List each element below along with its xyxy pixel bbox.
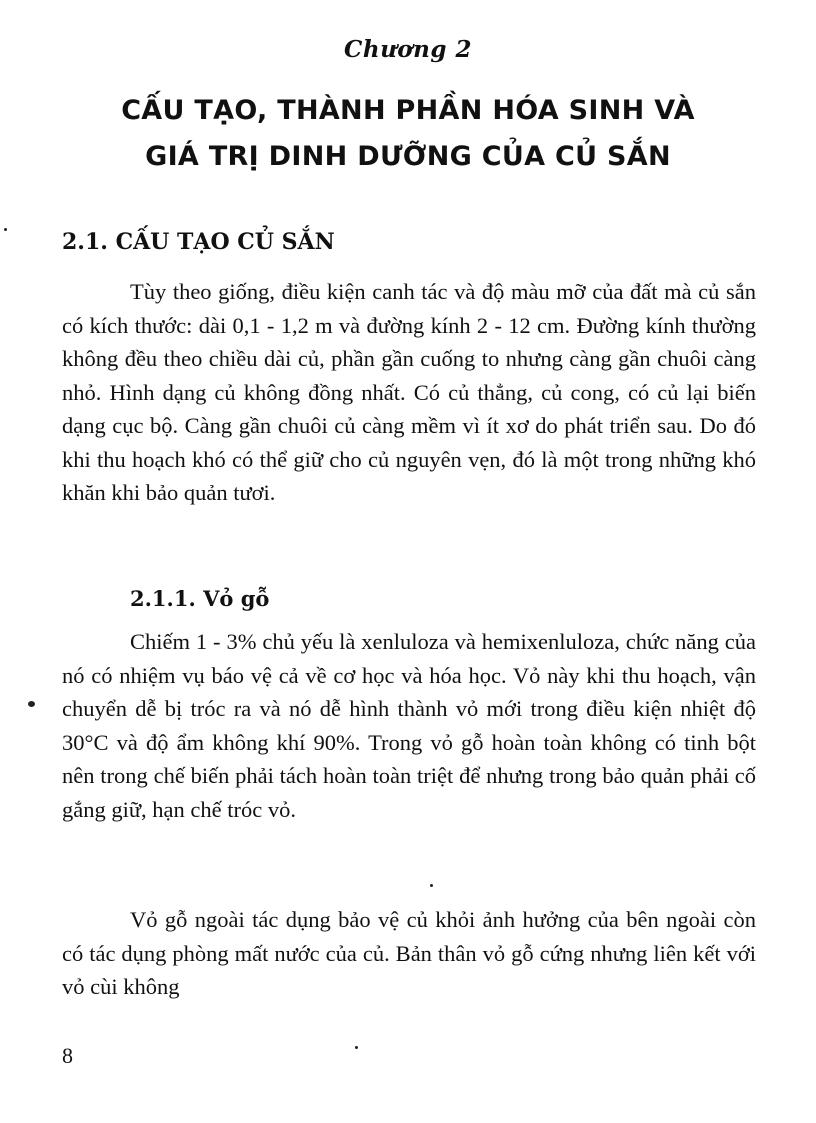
scan-speck <box>4 228 7 231</box>
subsection-heading: 2.1.1. Vỏ gỗ <box>130 586 270 611</box>
page-number: 8 <box>62 1043 73 1068</box>
chapter-label: Chương 2 <box>344 36 472 63</box>
section-heading: 2.1. CẤU TẠO CỦ SẮN <box>62 229 335 255</box>
chapter-title-line-2: GIÁ TRỊ DINH DƯỠNG CỦA CỦ SẮN <box>145 141 671 172</box>
scan-speck <box>430 884 433 887</box>
scan-speck <box>28 701 35 707</box>
subsection-paragraph-2: Vỏ gỗ ngoài tác dụng bảo vệ củ khỏi ảnh hưởng của bên ngoài còn có tác dụng phòng mất nước của củ. Bản thân vỏ gỗ cứng nhưng liên kết với vỏ cùi không <box>62 907 756 999</box>
chapter-title-line-1: CẤU TẠO, THÀNH PHẦN HÓA SINH VÀ <box>121 95 695 126</box>
scan-speck <box>355 1046 358 1049</box>
subsection-paragraph-1: Chiếm 1 - 3% chủ yếu là xenluloza và hemixenluloza, chức năng của nó có nhiệm vụ báo vệ cả về cơ học và hóa học. Vỏ này khi thu hoạch, vận chuyển dễ bị tróc ra và nó dễ hình thành vỏ mới trong điều kiện nhiệt độ 30°C và độ ẩm không khí 90%. Trong vỏ gỗ hoàn toàn không có tinh bột nên trong chế biến phải tách hoàn toàn triệt để nhưng trong bảo quản phải cố gắng giữ, hạn chế tróc vỏ. <box>62 629 756 822</box>
section-paragraph: Tùy theo giống, điều kiện canh tác và độ màu mỡ của đất mà củ sắn có kích thước: dài 0,1 - 1,2 m và đường kính 2 - 12 cm. Đường kính thường không đều theo chiều dài củ, phần gần cuống to nhưng càng gần chuôi càng nhỏ. Hình dạng củ không đồng nhất. Có củ thẳng, củ cong, có củ lại biến dạng cục bộ. Càng gần chuôi củ càng mềm vì ít xơ do phát triển sau. Do đó khi thu hoạch khó có thể giữ cho củ nguyên vẹn, đó là một trong những khó khăn khi bảo quản tươi. <box>62 279 756 505</box>
chapter-title <box>60 88 756 180</box>
